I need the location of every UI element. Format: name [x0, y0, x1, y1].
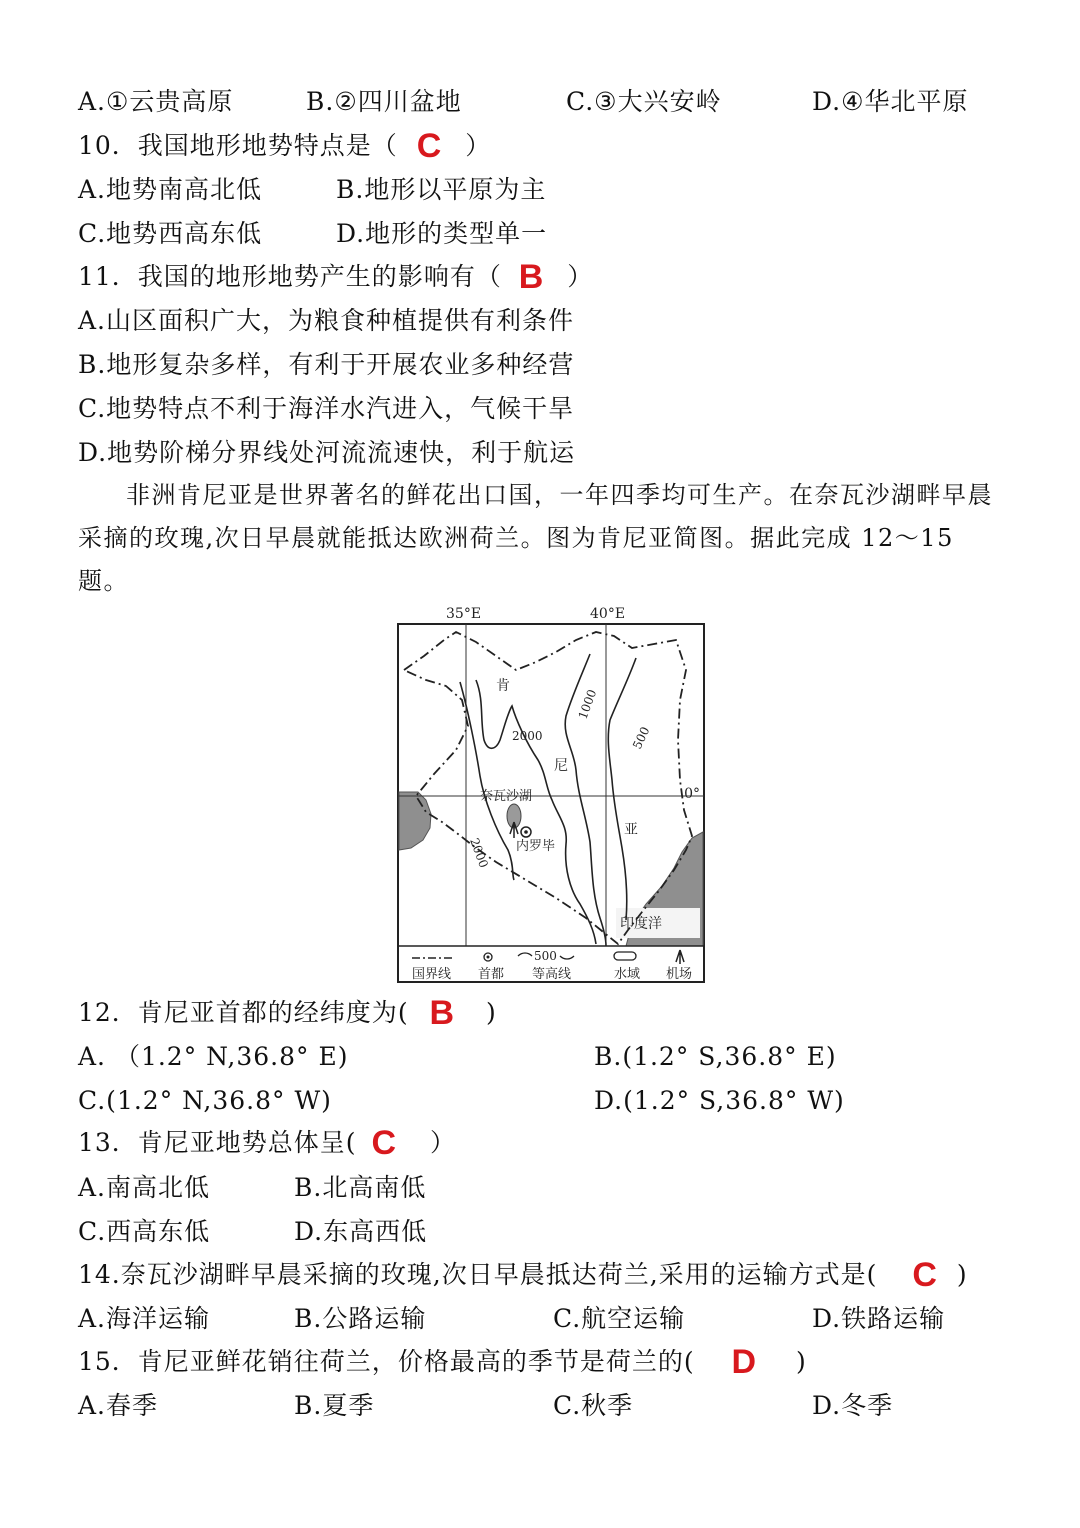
contour-label-1000: 1000 — [575, 687, 600, 722]
q14-option-b[interactable]: B.公路运输 — [294, 1304, 427, 1333]
q12-answer: B — [429, 994, 456, 1032]
legend-contour-value: 500 — [534, 949, 557, 963]
contour-label-2000: 2000 — [512, 729, 543, 743]
equator-label: 0° — [684, 786, 700, 802]
q14-option-a[interactable]: A.海洋运输 — [78, 1304, 211, 1333]
q13-stem — [78, 1124, 457, 1162]
q15-option-d[interactable]: D.冬季 — [812, 1391, 894, 1420]
q12-stem — [78, 994, 497, 1032]
q9-option-d[interactable]: D.④华北平原 — [812, 87, 969, 116]
q15-option-a[interactable]: A.春季 — [78, 1391, 159, 1420]
lake-naivasha-label: 奈瓦沙湖 — [480, 789, 533, 804]
q14-option-d[interactable]: D.铁路运输 — [812, 1304, 946, 1333]
q14-stem-text: 14.奈瓦沙湖畔早晨采摘的玫瑰,次日早晨抵达荷兰,采用的运输方式是( — [78, 1260, 878, 1289]
passage: 非洲肯尼亚是世界著名的鲜花出口国，一年四季均可生产。在奈瓦沙湖畔早晨采摘的玫瑰,次日早晨就能抵达欧洲荷兰。图为肯尼亚简图。据此完成 12～15 题。 — [78, 481, 993, 595]
legend-contour-label: 等高线 — [532, 967, 572, 982]
q12-close: ) — [486, 998, 497, 1027]
q10-option-c[interactable]: C.地势西高东低 — [78, 219, 263, 248]
q10-option-d[interactable]: D.地形的类型单一 — [336, 219, 548, 248]
legend-airport-label: 机场 — [666, 967, 693, 982]
q11-option-d[interactable]: D.地势阶梯分界线处河流流速快，利于航运 — [78, 438, 576, 467]
q13-option-a[interactable]: A.南高北低 — [78, 1173, 211, 1202]
lon-40-label: 40°E — [590, 606, 626, 622]
q13-stem-text: 13．肯尼亚地势总体呈( — [78, 1128, 357, 1157]
legend-water-symbol — [614, 952, 636, 960]
q13-close: ） — [430, 1128, 457, 1157]
legend-border-label: 国界线 — [412, 967, 452, 982]
q14-option-c[interactable]: C.航空运输 — [553, 1304, 686, 1333]
q15-close: ) — [796, 1347, 807, 1376]
q13-answer: C — [371, 1124, 398, 1162]
q15-stem-text: 15．肯尼亚鲜花销往荷兰，价格最高的季节是荷兰的( — [78, 1347, 695, 1376]
q12-stem-text: 12．肯尼亚首都的经纬度为( — [78, 998, 409, 1027]
q9-option-a[interactable]: A.①云贵高原 — [78, 87, 234, 116]
lon-35-label: 35°E — [446, 606, 482, 622]
kenya-map — [396, 600, 708, 988]
q11-stem-text: 11．我国的地形地势产生的影响有（ — [78, 262, 502, 291]
ocean-label: 印度洋 — [620, 916, 662, 932]
q12-option-c[interactable]: C.(1.2° N,36.8° W) — [78, 1086, 332, 1115]
q14-close: ) — [956, 1260, 968, 1289]
q14-stem — [78, 1256, 968, 1294]
capital-label: 内罗毕 — [516, 839, 556, 854]
q12-option-a[interactable]: A. （1.2° N,36.8° E) — [78, 1042, 349, 1071]
q11-option-c[interactable]: C.地势特点不利于海洋水汽进入，气候干旱 — [78, 394, 575, 423]
q11-stem — [78, 258, 594, 296]
country-char-3: 亚 — [624, 822, 638, 838]
q10-answer: C — [416, 127, 443, 165]
q11-answer: B — [518, 258, 545, 296]
country-char-1: 肯 — [496, 678, 510, 694]
q11-option-a[interactable]: A.山区面积广大，为粮食种植提供有利条件 — [78, 306, 575, 335]
q15-option-b[interactable]: B.夏季 — [294, 1391, 375, 1420]
q11-close: ） — [567, 262, 594, 291]
capital-dot — [524, 830, 528, 834]
q13-option-d[interactable]: D.东高西低 — [294, 1217, 428, 1246]
q10-stem-text: 10．我国地形地势特点是（ — [78, 131, 398, 160]
q12-option-b[interactable]: B.(1.2° S,36.8° E) — [594, 1042, 837, 1071]
q10-stem — [78, 127, 492, 165]
q13-option-b[interactable]: B.北高南低 — [294, 1173, 427, 1202]
q12-option-d[interactable]: D.(1.2° S,36.8° W) — [594, 1086, 845, 1115]
q10-option-a[interactable]: A.地势南高北低 — [78, 175, 263, 204]
q9-option-b[interactable]: B.②四川盆地 — [306, 87, 462, 116]
contour-label-500: 500 — [630, 724, 653, 752]
q9-option-c[interactable]: C.③大兴安岭 — [566, 87, 722, 116]
q13-option-c[interactable]: C.西高东低 — [78, 1217, 211, 1246]
legend-capital-dot — [487, 956, 490, 959]
q10-close: ） — [465, 131, 492, 160]
legend-capital-label: 首都 — [478, 967, 505, 982]
q15-option-c[interactable]: C.秋季 — [553, 1391, 634, 1420]
q15-stem — [78, 1343, 807, 1381]
country-char-2: 尼 — [554, 758, 568, 774]
legend-water-label: 水域 — [614, 967, 641, 982]
q10-option-b[interactable]: B.地形以平原为主 — [336, 175, 547, 204]
q15-answer: D — [731, 1343, 758, 1381]
q14-answer: C — [912, 1256, 938, 1294]
contour-label-2000b: 2000 — [467, 836, 491, 870]
q11-option-b[interactable]: B.地形复杂多样，有利于开展农业多种经营 — [78, 350, 575, 379]
